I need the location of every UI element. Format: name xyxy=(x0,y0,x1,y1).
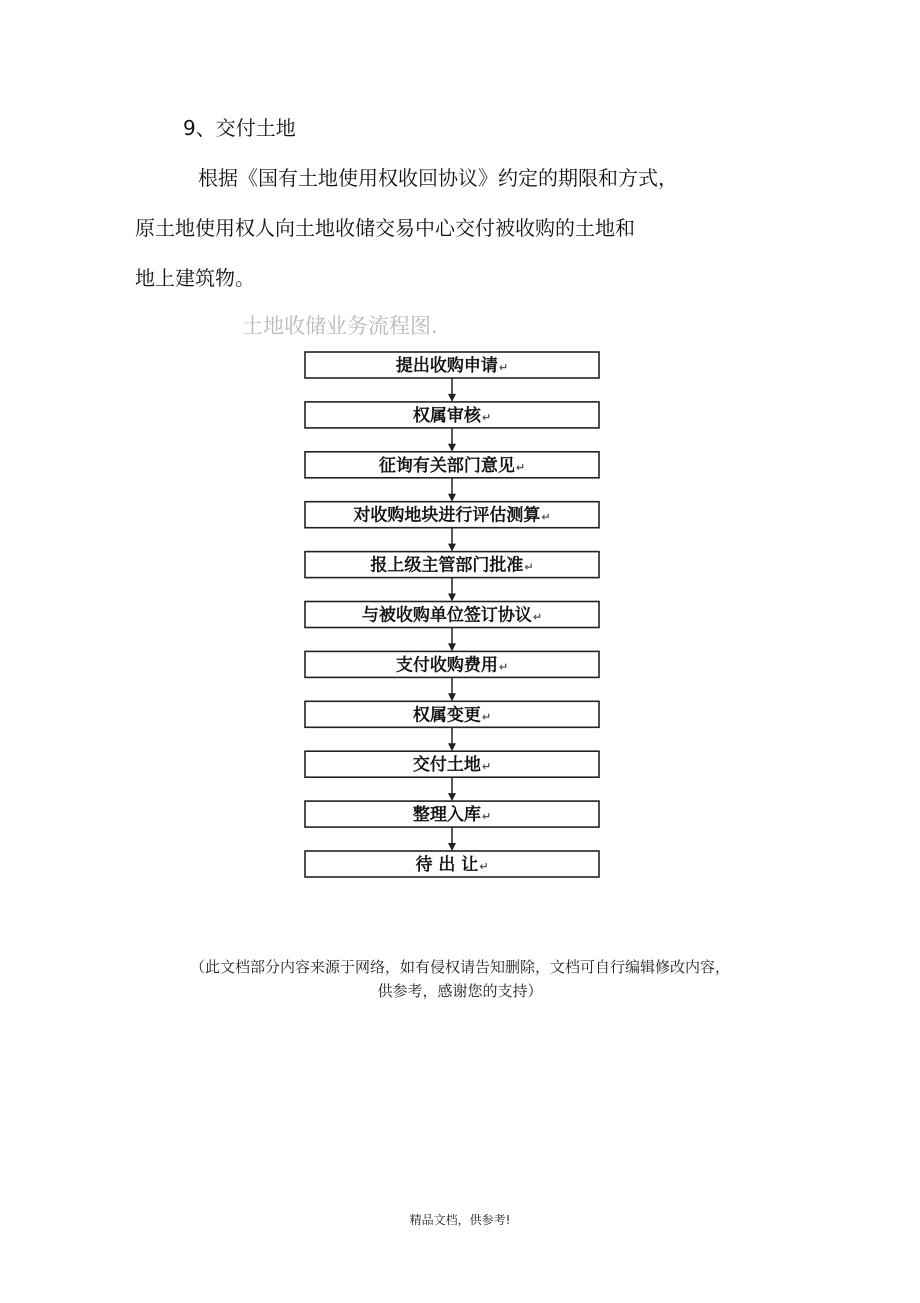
arrow-down-icon xyxy=(448,594,456,602)
paragraph-line-3: 地上建筑物。 xyxy=(135,266,255,290)
flow-step-label: 支付收购费用↵ xyxy=(395,655,509,676)
arrow-down-icon xyxy=(448,793,456,801)
page-footer: 精品文档，供参考! xyxy=(409,1213,511,1227)
return-mark-icon: ↵ xyxy=(479,860,489,873)
flow-step xyxy=(305,352,599,378)
arrow-down-icon xyxy=(448,743,456,751)
flow-step xyxy=(305,651,599,677)
return-mark-icon: ↵ xyxy=(524,560,534,574)
flow-step-label: 对收购地块进行评估测算↵ xyxy=(353,505,551,526)
flow-step xyxy=(305,851,599,877)
arrow-down-icon xyxy=(448,843,456,851)
return-mark-icon: ↵ xyxy=(498,660,509,674)
flow-step-label: 待 出 让↵ xyxy=(415,855,489,875)
arrow-down-icon xyxy=(448,394,456,402)
return-mark-icon: ↵ xyxy=(541,510,551,524)
flow-step xyxy=(305,751,599,777)
paragraph-line-1: 根据《国有土地使用权收回协议》约定的期限和方式， xyxy=(198,166,678,190)
flowchart-title: 土地收储业务流程图. xyxy=(242,314,438,338)
arrow-down-icon xyxy=(448,494,456,502)
paragraph-line-2: 原土地使用权人向土地收储交易中心交付被收购的土地和 xyxy=(135,216,635,240)
flow-step-label: 交付土地↵ xyxy=(412,755,492,776)
flow-step xyxy=(305,402,599,428)
return-mark-icon: ↵ xyxy=(515,460,526,474)
flow-step-label: 整理入库↵ xyxy=(412,805,492,826)
return-mark-icon: ↵ xyxy=(481,810,492,824)
arrow-down-icon xyxy=(448,643,456,651)
disclaimer-line-2: 供参考，感谢您的支持） xyxy=(377,982,543,1000)
flow-step xyxy=(305,552,599,578)
flow-step xyxy=(305,502,599,528)
flow-step xyxy=(305,602,599,628)
flow-step-label: 提出收购申请↵ xyxy=(395,356,509,376)
section-heading: 9、交付土地 xyxy=(183,116,296,140)
flow-step-label: 与被收购单位签订协议↵ xyxy=(361,605,543,626)
flow-step xyxy=(305,701,599,727)
flow-step xyxy=(305,801,599,827)
arrow-down-icon xyxy=(448,544,456,552)
return-mark-icon: ↵ xyxy=(498,361,509,374)
disclaimer-line-1: （此文档部分内容来源于网络，如有侵权请告知删除，文档可自行编辑修改内容， xyxy=(189,958,730,976)
return-mark-icon: ↵ xyxy=(481,760,492,774)
flow-step-label: 权属审核↵ xyxy=(412,405,492,426)
return-mark-icon: ↵ xyxy=(481,410,492,424)
flow-step xyxy=(305,452,599,478)
flow-step-label: 权属变更↵ xyxy=(412,705,492,726)
arrow-down-icon xyxy=(448,693,456,701)
return-mark-icon: ↵ xyxy=(481,710,492,724)
flow-step-label: 征询有关部门意见↵ xyxy=(378,455,526,476)
return-mark-icon: ↵ xyxy=(532,610,543,624)
arrow-down-icon xyxy=(448,444,456,452)
flow-step-label: 报上级主管部门批准↵ xyxy=(370,555,534,576)
